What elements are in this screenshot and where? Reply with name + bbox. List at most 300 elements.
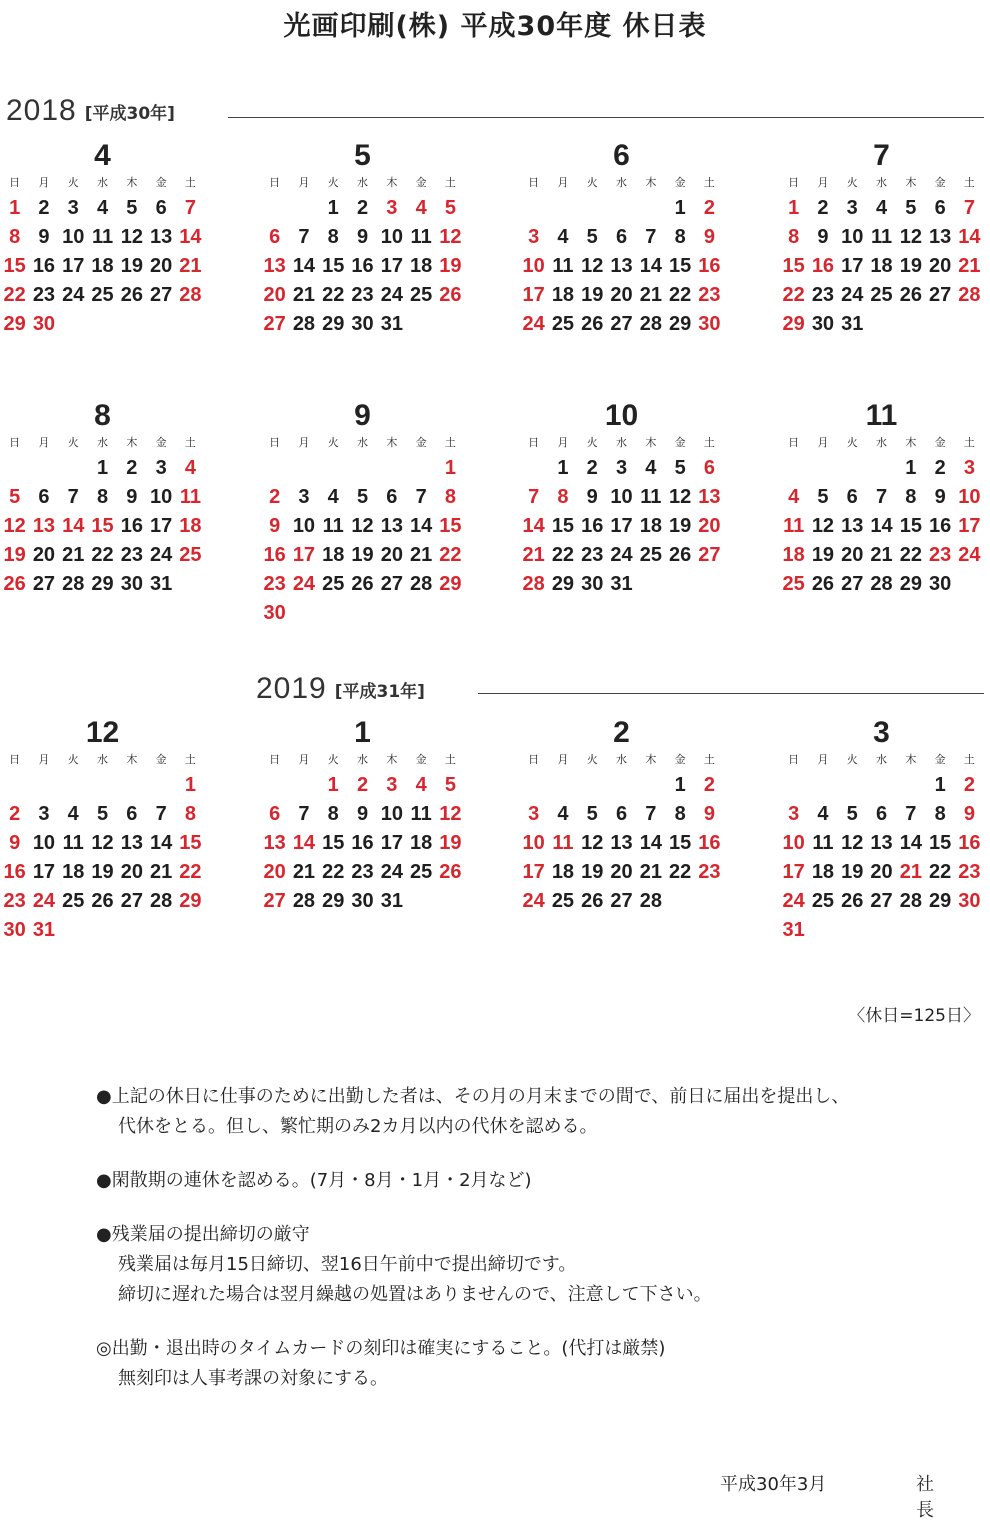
holiday-day: 28 bbox=[522, 573, 545, 595]
note-line: ●上記の休日に仕事のために出勤した者は、その月の月末までの間で、前日に届出を提出し、 bbox=[96, 1086, 850, 1107]
issue-date: 平成30年3月 bbox=[720, 1474, 827, 1495]
weekday-label: 火 bbox=[67, 176, 79, 189]
holiday-day: 7 bbox=[184, 197, 196, 219]
holiday-day: 24 bbox=[958, 544, 981, 566]
weekday-label: 水 bbox=[357, 436, 369, 449]
weekday-label: 木 bbox=[126, 436, 138, 449]
work-day: 11 bbox=[322, 515, 344, 537]
work-day: 21 bbox=[292, 861, 316, 883]
work-day: 5 bbox=[356, 486, 369, 508]
work-day: 21 bbox=[870, 544, 893, 566]
work-day: 6 bbox=[386, 486, 398, 508]
work-day: 25 bbox=[62, 890, 85, 912]
work-day: 24 bbox=[150, 544, 173, 566]
work-day: 23 bbox=[351, 861, 374, 883]
holiday-day: 16 bbox=[698, 832, 721, 854]
work-day: 12 bbox=[351, 515, 374, 537]
holiday-day: 24 bbox=[522, 313, 545, 335]
work-day: 12 bbox=[841, 832, 864, 854]
work-day: 19 bbox=[581, 861, 604, 883]
holiday-day: 5 bbox=[444, 197, 456, 219]
holiday-day: 5 bbox=[9, 486, 21, 508]
holiday-day: 19 bbox=[439, 255, 462, 277]
holiday-day: 26 bbox=[3, 573, 26, 595]
weekday-label: 金 bbox=[934, 176, 946, 189]
empty-cell bbox=[88, 771, 117, 800]
work-day: 19 bbox=[581, 284, 604, 306]
weekday-label: 土 bbox=[184, 436, 196, 449]
work-day: 3 bbox=[615, 457, 628, 479]
work-day: 15 bbox=[669, 255, 692, 277]
work-day: 23 bbox=[351, 284, 374, 306]
weekday-label: 日 bbox=[9, 176, 21, 189]
work-day: 26 bbox=[899, 284, 922, 306]
work-day: 25 bbox=[322, 573, 345, 595]
weekday-label: 水 bbox=[876, 753, 888, 766]
holiday-day: 9 bbox=[963, 803, 975, 825]
empty-cell bbox=[636, 771, 665, 800]
empty-cell bbox=[0, 771, 29, 800]
holiday-day: 2 bbox=[356, 774, 369, 796]
work-day: 6 bbox=[875, 803, 888, 825]
holiday-day: 15 bbox=[439, 515, 462, 537]
day-grid bbox=[519, 432, 724, 599]
work-day: 4 bbox=[67, 803, 79, 825]
work-day: 20 bbox=[120, 861, 143, 883]
holiday-day: 3 bbox=[386, 774, 398, 796]
holiday-day: 8 bbox=[788, 226, 800, 248]
work-day: 7 bbox=[298, 226, 310, 248]
work-day: 13 bbox=[150, 226, 173, 248]
work-day: 31 bbox=[841, 313, 864, 335]
work-day: 12 bbox=[669, 486, 692, 508]
weekday-label: 木 bbox=[126, 753, 138, 766]
empty-cell bbox=[406, 454, 435, 483]
note-line: 代休をとる。但し、繁忙期のみ2カ月以内の代休を認める。 bbox=[118, 1116, 598, 1137]
holiday-day: 23 bbox=[3, 890, 26, 912]
work-day: 6 bbox=[615, 226, 628, 248]
work-day: 13 bbox=[841, 515, 864, 537]
holiday-day: 2 bbox=[703, 197, 715, 219]
holiday-day: 8 bbox=[184, 803, 196, 825]
weekday-label: 土 bbox=[963, 753, 975, 766]
holiday-day: 25 bbox=[782, 573, 805, 595]
holiday-day: 30 bbox=[32, 313, 56, 335]
work-day: 29 bbox=[322, 313, 345, 335]
work-day: 10 bbox=[380, 803, 403, 825]
weekday-label: 水 bbox=[876, 436, 888, 449]
holiday-day: 5 bbox=[444, 774, 456, 796]
work-day: 11 bbox=[62, 832, 84, 854]
day-grid bbox=[519, 172, 724, 339]
holiday-day: 15 bbox=[179, 832, 202, 854]
work-day: 17 bbox=[32, 861, 56, 883]
work-day: 15 bbox=[551, 515, 575, 537]
holiday-day: 21 bbox=[179, 255, 202, 277]
holiday-day: 26 bbox=[439, 861, 462, 883]
holiday-day: 2 bbox=[703, 774, 715, 796]
weekday-label: 月 bbox=[817, 753, 829, 766]
work-day: 20 bbox=[841, 544, 864, 566]
empty-cell bbox=[838, 454, 867, 483]
work-day: 19 bbox=[899, 255, 922, 277]
holiday-day: 22 bbox=[3, 284, 26, 306]
work-day: 29 bbox=[899, 573, 922, 595]
weekday-label: 日 bbox=[9, 753, 21, 766]
work-day: 11 bbox=[812, 832, 834, 854]
holiday-day: 2 bbox=[269, 486, 281, 508]
work-day: 21 bbox=[639, 284, 662, 306]
weekday-label: 月 bbox=[557, 176, 569, 189]
work-day: 12 bbox=[581, 255, 604, 277]
work-day: 26 bbox=[669, 544, 692, 566]
work-day: 27 bbox=[610, 313, 633, 335]
work-day: 30 bbox=[351, 890, 374, 912]
holiday-day: 17 bbox=[292, 544, 316, 566]
note-line: 締切に遅れた場合は翌月繰越の処置はありませんので、注意して下さい。 bbox=[118, 1284, 712, 1305]
work-day: 30 bbox=[929, 573, 952, 595]
work-day: 8 bbox=[674, 803, 686, 825]
work-day: 27 bbox=[32, 573, 56, 595]
weekday-label: 月 bbox=[38, 753, 50, 766]
work-day: 25 bbox=[551, 313, 575, 335]
work-day: 8 bbox=[327, 803, 339, 825]
work-day: 12 bbox=[811, 515, 835, 537]
holiday-day: 28 bbox=[958, 284, 981, 306]
holiday-day: 4 bbox=[415, 197, 427, 219]
holiday-day: 24 bbox=[522, 890, 545, 912]
month-number: 7 bbox=[873, 139, 890, 172]
weekday-label: 火 bbox=[327, 176, 339, 189]
work-day: 28 bbox=[292, 313, 316, 335]
work-day: 5 bbox=[586, 226, 598, 248]
empty-cell bbox=[146, 771, 175, 800]
work-day: 18 bbox=[551, 284, 575, 306]
holiday-day: 3 bbox=[963, 457, 975, 479]
empty-cell bbox=[578, 194, 607, 223]
empty-cell bbox=[260, 194, 289, 223]
work-day: 2 bbox=[817, 197, 829, 219]
year-header-2019 bbox=[256, 672, 425, 706]
work-day: 1 bbox=[674, 197, 686, 219]
weekday-label: 木 bbox=[386, 436, 398, 449]
weekday-label: 木 bbox=[905, 753, 917, 766]
work-day: 13 bbox=[610, 255, 633, 277]
empty-cell bbox=[289, 771, 318, 800]
work-day: 13 bbox=[929, 226, 952, 248]
work-day: 25 bbox=[551, 890, 575, 912]
work-day: 14 bbox=[870, 515, 893, 537]
weekday-label: 水 bbox=[97, 753, 109, 766]
year-era: [平成30年] bbox=[84, 103, 175, 124]
work-day: 18 bbox=[91, 255, 114, 277]
work-day: 15 bbox=[929, 832, 952, 854]
work-day: 6 bbox=[934, 197, 946, 219]
empty-cell bbox=[348, 454, 377, 483]
holiday-day: 12 bbox=[439, 803, 462, 825]
empty-cell bbox=[578, 771, 607, 800]
work-day: 4 bbox=[817, 803, 829, 825]
empty-cell bbox=[779, 771, 808, 800]
month-calendar bbox=[779, 400, 984, 599]
month-calendar bbox=[779, 717, 984, 945]
month-number: 10 bbox=[604, 399, 639, 432]
work-day: 13 bbox=[380, 515, 403, 537]
holiday-day: 20 bbox=[263, 284, 286, 306]
month-calendar bbox=[519, 717, 724, 916]
work-day: 31 bbox=[380, 890, 403, 912]
month-calendar bbox=[519, 400, 724, 599]
day-grid bbox=[260, 172, 465, 339]
work-day: 14 bbox=[410, 515, 433, 537]
work-day: 22 bbox=[551, 544, 575, 566]
work-day: 18 bbox=[551, 861, 575, 883]
empty-cell bbox=[867, 454, 896, 483]
work-day: 19 bbox=[811, 544, 835, 566]
holiday-day: 26 bbox=[439, 284, 462, 306]
work-day: 2 bbox=[126, 457, 138, 479]
work-day: 9 bbox=[817, 226, 829, 248]
holiday-day: 21 bbox=[958, 255, 981, 277]
holiday-day: 18 bbox=[782, 544, 805, 566]
work-day: 9 bbox=[934, 486, 946, 508]
holiday-day: 3 bbox=[528, 226, 540, 248]
holiday-day: 1 bbox=[9, 197, 21, 219]
weekday-label: 木 bbox=[645, 176, 657, 189]
work-day: 18 bbox=[811, 861, 835, 883]
holiday-day: 1 bbox=[327, 774, 339, 796]
work-day: 21 bbox=[62, 544, 85, 566]
weekday-label: 土 bbox=[444, 176, 456, 189]
work-day: 1 bbox=[327, 197, 339, 219]
day-grid bbox=[0, 432, 205, 599]
month-calendar bbox=[519, 140, 724, 339]
day-grid bbox=[779, 749, 984, 945]
weekday-label: 月 bbox=[298, 436, 310, 449]
empty-cell bbox=[636, 194, 665, 223]
weekday-label: 火 bbox=[67, 436, 79, 449]
work-day: 4 bbox=[327, 486, 339, 508]
weekday-label: 水 bbox=[97, 176, 109, 189]
work-day: 4 bbox=[645, 457, 657, 479]
work-day: 18 bbox=[322, 544, 345, 566]
holiday-day: 31 bbox=[782, 919, 805, 941]
empty-cell bbox=[607, 771, 636, 800]
work-day: 20 bbox=[929, 255, 952, 277]
work-day: 16 bbox=[120, 515, 143, 537]
work-day: 17 bbox=[150, 515, 173, 537]
work-day: 27 bbox=[929, 284, 952, 306]
empty-cell bbox=[607, 194, 636, 223]
work-day: 30 bbox=[811, 313, 835, 335]
work-day: 16 bbox=[351, 255, 374, 277]
weekday-label: 木 bbox=[126, 176, 138, 189]
holiday-day: 16 bbox=[698, 255, 721, 277]
work-day: 15 bbox=[899, 515, 922, 537]
work-day: 8 bbox=[674, 226, 686, 248]
work-day: 7 bbox=[415, 486, 427, 508]
work-day: 18 bbox=[62, 861, 85, 883]
holiday-day: 30 bbox=[698, 313, 721, 335]
work-day: 1 bbox=[934, 774, 946, 796]
holiday-day: 14 bbox=[179, 226, 202, 248]
weekday-label: 金 bbox=[155, 753, 167, 766]
holiday-day: 13 bbox=[263, 832, 286, 854]
holiday-day: 6 bbox=[269, 803, 281, 825]
weekday-label: 日 bbox=[528, 176, 540, 189]
work-day: 6 bbox=[155, 197, 167, 219]
work-day: 16 bbox=[32, 255, 56, 277]
holiday-day: 13 bbox=[263, 255, 286, 277]
weekday-label: 月 bbox=[298, 753, 310, 766]
work-day: 7 bbox=[645, 803, 657, 825]
holiday-day: 3 bbox=[528, 803, 540, 825]
work-day: 19 bbox=[351, 544, 374, 566]
weekday-label: 水 bbox=[876, 176, 888, 189]
holiday-day: 23 bbox=[929, 544, 952, 566]
work-day: 24 bbox=[610, 544, 633, 566]
work-day: 5 bbox=[126, 197, 138, 219]
empty-cell bbox=[29, 771, 58, 800]
work-day: 12 bbox=[581, 832, 604, 854]
note-line: ◎出勤・退出時のタイムカードの刻印は確実にすること。(代打は厳禁) bbox=[96, 1338, 666, 1359]
weekday-label: 水 bbox=[616, 176, 628, 189]
work-day: 9 bbox=[38, 226, 50, 248]
work-day: 28 bbox=[639, 890, 662, 912]
holiday-day: 14 bbox=[62, 515, 85, 537]
work-day: 20 bbox=[150, 255, 173, 277]
work-day: 6 bbox=[615, 803, 628, 825]
weekday-label: 金 bbox=[415, 436, 427, 449]
work-day: 5 bbox=[586, 803, 598, 825]
work-day: 2 bbox=[934, 457, 946, 479]
holiday-day: 15 bbox=[3, 255, 26, 277]
work-day: 3 bbox=[846, 197, 858, 219]
empty-cell bbox=[548, 194, 577, 223]
weekday-label: 月 bbox=[557, 753, 569, 766]
work-day: 22 bbox=[322, 284, 345, 306]
holiday-day: 1 bbox=[184, 774, 196, 796]
work-day: 16 bbox=[351, 832, 374, 854]
work-day: 26 bbox=[351, 573, 374, 595]
year-number: 2019 bbox=[256, 672, 327, 705]
holiday-day: 7 bbox=[963, 197, 975, 219]
work-day: 4 bbox=[875, 197, 888, 219]
work-day: 2 bbox=[38, 197, 50, 219]
work-day: 26 bbox=[841, 890, 864, 912]
work-day: 28 bbox=[639, 313, 662, 335]
weekday-label: 土 bbox=[963, 176, 975, 189]
work-day: 22 bbox=[669, 861, 692, 883]
work-day: 20 bbox=[870, 861, 893, 883]
weekday-label: 日 bbox=[528, 436, 540, 449]
work-day: 7 bbox=[67, 486, 79, 508]
holiday-day: 1 bbox=[444, 457, 456, 479]
empty-cell bbox=[59, 454, 88, 483]
holiday-day: 9 bbox=[9, 832, 21, 854]
work-day: 14 bbox=[150, 832, 173, 854]
month-number: 6 bbox=[613, 139, 630, 172]
work-day: 7 bbox=[298, 803, 310, 825]
holiday-day: 1 bbox=[788, 197, 800, 219]
empty-cell bbox=[0, 454, 29, 483]
holiday-day: 30 bbox=[263, 602, 286, 624]
weekday-label: 日 bbox=[528, 753, 540, 766]
holiday-day: 21 bbox=[899, 861, 922, 883]
work-day: 11 bbox=[91, 226, 114, 248]
work-day: 16 bbox=[581, 515, 604, 537]
work-day: 20 bbox=[32, 544, 56, 566]
empty-cell bbox=[289, 194, 318, 223]
holiday-day: 23 bbox=[958, 861, 981, 883]
weekday-label: 木 bbox=[645, 436, 657, 449]
month-calendar bbox=[260, 140, 465, 339]
weekday-label: 金 bbox=[155, 436, 167, 449]
work-day: 30 bbox=[351, 313, 374, 335]
work-day: 1 bbox=[674, 774, 686, 796]
work-day: 22 bbox=[91, 544, 114, 566]
day-grid bbox=[260, 749, 465, 916]
work-day: 10 bbox=[610, 486, 633, 508]
work-day: 30 bbox=[120, 573, 143, 595]
holiday-day: 11 bbox=[179, 486, 201, 508]
holiday-day: 23 bbox=[698, 284, 721, 306]
work-day: 8 bbox=[327, 226, 339, 248]
weekday-label: 金 bbox=[415, 176, 427, 189]
holiday-day: 4 bbox=[184, 457, 196, 479]
holiday-day: 11 bbox=[783, 515, 805, 537]
work-day: 9 bbox=[586, 486, 598, 508]
work-day: 10 bbox=[841, 226, 864, 248]
month-number: 11 bbox=[865, 399, 898, 432]
holiday-day: 9 bbox=[703, 226, 715, 248]
holiday-day: 10 bbox=[958, 486, 981, 508]
holiday-day: 16 bbox=[811, 255, 835, 277]
work-day: 22 bbox=[899, 544, 922, 566]
month-number: 8 bbox=[94, 399, 111, 432]
work-day: 17 bbox=[380, 832, 403, 854]
weekday-label: 土 bbox=[703, 753, 715, 766]
holiday-day: 6 bbox=[269, 226, 281, 248]
weekday-label: 水 bbox=[357, 176, 369, 189]
work-day: 24 bbox=[841, 284, 864, 306]
empty-cell bbox=[896, 771, 925, 800]
weekday-label: 土 bbox=[963, 436, 975, 449]
empty-cell bbox=[838, 771, 867, 800]
day-grid bbox=[0, 749, 205, 945]
empty-cell bbox=[319, 454, 348, 483]
month-calendar bbox=[260, 400, 465, 628]
work-day: 21 bbox=[639, 861, 662, 883]
holiday-day: 27 bbox=[698, 544, 721, 566]
weekday-label: 火 bbox=[67, 753, 79, 766]
holiday-day: 16 bbox=[3, 861, 26, 883]
work-day: 31 bbox=[610, 573, 633, 595]
page-title: 光画印刷(株) 平成30年度 休日表 bbox=[283, 11, 707, 42]
holiday-day: 11 bbox=[552, 832, 574, 854]
holiday-day: 29 bbox=[782, 313, 805, 335]
weekday-label: 日 bbox=[269, 436, 281, 449]
holiday-day: 19 bbox=[3, 544, 26, 566]
holiday-day: 3 bbox=[386, 197, 398, 219]
holiday-day: 14 bbox=[958, 226, 981, 248]
work-day: 24 bbox=[380, 284, 403, 306]
work-day: 4 bbox=[96, 197, 109, 219]
empty-cell bbox=[59, 771, 88, 800]
work-day: 27 bbox=[120, 890, 143, 912]
work-day: 22 bbox=[669, 284, 692, 306]
work-day: 1 bbox=[905, 457, 917, 479]
